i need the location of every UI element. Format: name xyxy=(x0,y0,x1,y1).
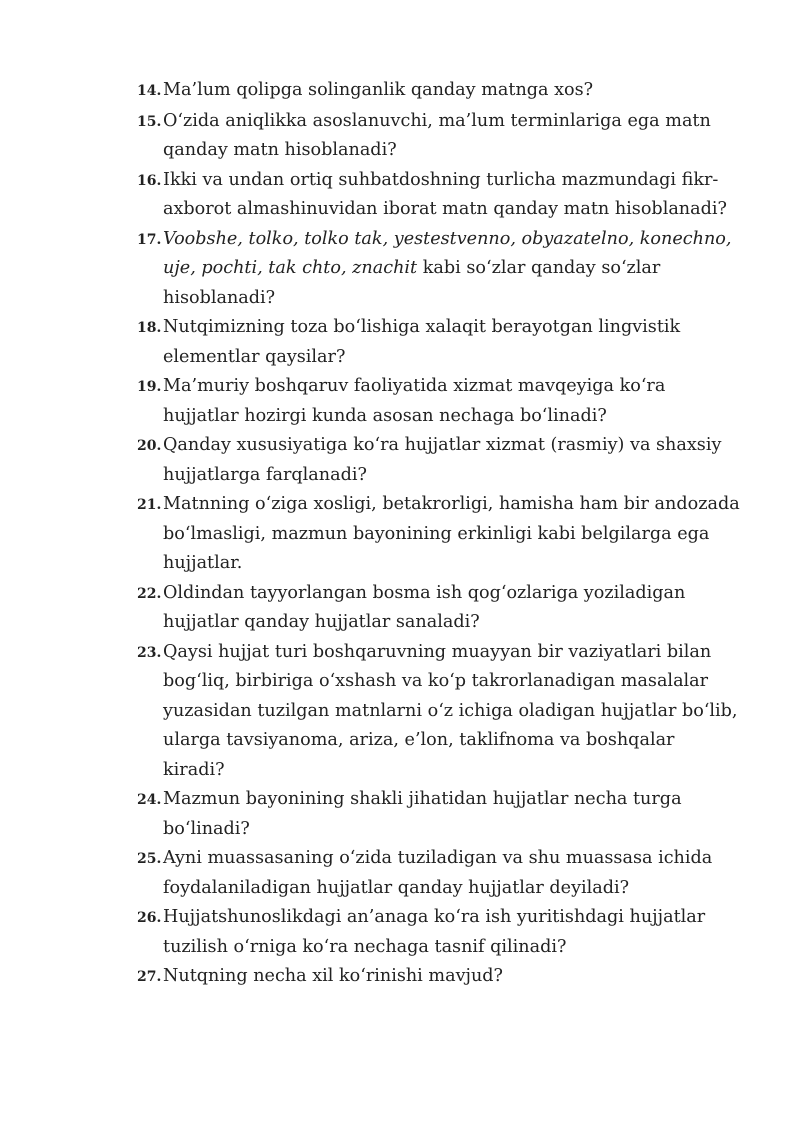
question-text: Oldindan tayyorlangan bosma ish qog‘ozlariga yoziladigan hujjatlar qanday hujjatlar sanaladi? xyxy=(163,582,686,632)
question-item xyxy=(137,76,757,107)
question-number: 20. xyxy=(137,438,162,454)
question-text: Ma’lum qolipga solinganlik qanday matnga xos? xyxy=(163,80,594,100)
question-item xyxy=(137,903,757,962)
question-text xyxy=(163,225,757,314)
question-number: 14. xyxy=(137,83,162,99)
question-item xyxy=(137,313,757,372)
question-item xyxy=(137,962,757,993)
question-number: 27. xyxy=(137,969,162,985)
question-item xyxy=(137,844,757,903)
question-number: 26. xyxy=(137,910,162,926)
question-item xyxy=(137,372,757,431)
question-number: 15. xyxy=(137,113,162,130)
question-text: Hujjatshunoslikdagi an’anaga ko‘ra ish yuritishdagi hujjatlar tuzilish o‘rniga ko‘ra nechaga tasnif qilinadi? xyxy=(163,907,706,957)
question-item xyxy=(137,107,757,166)
question-text: Mazmun bayonining shakli jihatidan hujjatlar necha turga bo‘linadi? xyxy=(163,789,682,839)
question-text: Ikki va undan ortiq suhbatdoshning turlicha mazmundagi fikr- axborot almashinuvidan iborat matn qanday matn hisoblanadi? xyxy=(163,169,727,219)
question-text: Ayni muassasaning o‘zida tuziladigan va shu muassasa ichida foydalaniladigan hujjatlar qanday hujjatlar deyiladi? xyxy=(163,848,713,898)
question-item xyxy=(137,785,757,844)
question-text: Nutqning necha xil ko‘rinishi mavjud? xyxy=(163,966,503,986)
question-item xyxy=(137,579,757,638)
question-item xyxy=(137,166,757,225)
question-item xyxy=(137,638,757,786)
question-number: 18. xyxy=(137,320,162,336)
question-item xyxy=(137,431,757,490)
question-list xyxy=(137,76,757,993)
question-text: O‘zida aniqlikka asoslanuvchi, ma’lum terminlariga ega matn qanday matn hisoblanadi? xyxy=(163,110,711,160)
question-text: Qaysi hujjat turi boshqaruvning muayyan bir vaziyatlari bilan bog‘liq, birbiriga o‘xshash va ko‘p takrorlanadigan masalalar yuzasidan tuzilgan matnlarni o‘z ichiga oladigan hujjatlar bo‘lib, ularga tavsiyanoma, ariza, e’lon, taklifnoma va boshqalar kiradi? xyxy=(163,641,738,780)
question-text: Matnning o‘ziga xosligi, betakrorligi, hamisha ham bir andozada bo‘lmasligi, mazmun bayonining erkinligi kabi belgilarga ega hujjatlar. xyxy=(163,494,740,573)
question-number: 24. xyxy=(137,792,162,808)
question-text: Qanday xususiyatiga ko‘ra hujjatlar xizmat (rasmiy) va shaxsiy hujjatlarga farqlanadi? xyxy=(163,435,722,485)
question-text: Ma’muriy boshqaruv faoliyatida xizmat mavqeyiga ko‘ra hujjatlar hozirgi kunda asosan nechaga bo‘linadi? xyxy=(163,376,666,426)
question-text-rest: kabi so‘zlar qanday so‘zlar hisoblanadi? xyxy=(163,258,661,308)
question-number: 22. xyxy=(137,585,162,602)
question-number: 19. xyxy=(137,379,162,395)
question-number: 21. xyxy=(137,497,162,513)
question-item xyxy=(137,225,757,314)
question-number: 17. xyxy=(137,231,162,248)
question-text: Nutqimizning toza bo‘lishiga xalaqit berayotgan lingvistik elementlar qaysilar? xyxy=(163,317,681,367)
question-number: 23. xyxy=(137,644,162,661)
question-item xyxy=(137,490,757,579)
question-italic-text: Voobshe, tolko, tolko tak, yestestvenno, obyazatelno, konechno, uje, pochti, tak chto, znachit xyxy=(163,228,732,278)
question-number: 25. xyxy=(137,851,162,867)
question-number: 16. xyxy=(137,172,162,189)
